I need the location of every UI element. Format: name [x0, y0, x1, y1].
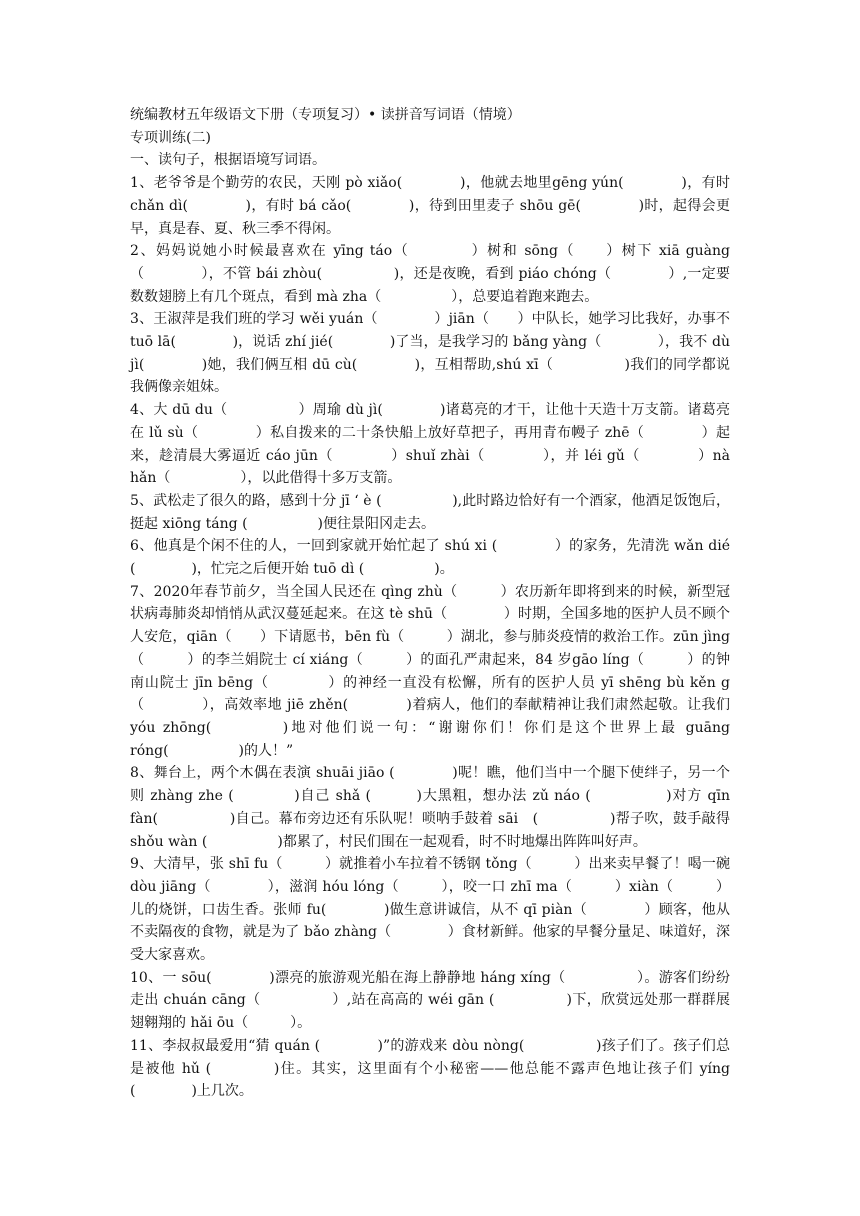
exercise-item-10: 10、一 sōu( )漂亮的旅游观光船在海上静静地 háng xíng（ ）。游客们纷纷走出 chuán cāng（ ）,站在高高的 wéi gān ( )下，欣赏远处那一群群展翅翱翔的 hǎi ōu（ ）。: [130, 969, 730, 1032]
exercise-item-6: 6、他真是个闲不住的人，一回到家就开始忙起了 shú xi ( ）的家务，先清洗 wǎn dié ( )，忙完之后便开始 tuō dì ( )。: [130, 538, 730, 578]
exercise-item-7: 7、2020年春节前夕，当全国人民还在 qìng zhù（ ）农历新年即将到来的时候，新型冠状病毒肺炎却悄悄从武汉蔓延起来。在这 tè shū（ ）时期，全国多地的医护人员不顾个人安危，qiān（ ）下请愿书，bēn fù（ ）湖北，参与肺炎疫情的救治工作。zūn jìng（ ）的李兰娟院士 cí xiáng（ ）的面孔严肃起来，84 岁gāo líng（ ）的钟南山院士 jīn bēng（ ）的神经一直没有松懈，所有的医护人员 yī shēng bù kěn g（ ），高效率地 jiē zhěn( )着病人，他们的奉献精神让我们肃然起敬。让我们 yóu zhōng( )地对他们说一句：“谢谢你们！你们是这个世界上最 guāng róng( )的人！”: [130, 583, 730, 759]
exercise-item-4: 4、大 dū du（ ）周瑜 dù jì( )诸葛亮的才干，让他十天造十万支箭。诸葛亮在 lǔ sù（ ）私自拨来的二十条快船上放好草把子，再用青布幔子 zhē（ ）起来，趁清晨大雾逼近 cáo jūn（ ）shuǐ zhài（ ），并 léi gǔ（ ）nà hǎn（ ），以此借得十多万支箭。: [130, 402, 730, 487]
worksheet-page: [130, 104, 730, 1103]
exercise-item-8: 8、舞台上，两个木偶在表演 shuāi jiāo ( )呢！瞧，他们当中一个腿下使绊子，另一个则 zhàng zhe ( )自己 shǎ ( )大黑粗，想办法 zǔ náo ( )对方 qīn fàn( )自己。幕布旁边还有乐队呢！唢呐手鼓着 sāi ( )帮子吹，鼓手敲得 shǒu wàn ( )都累了，村民们围在一起观看，时不时地爆出阵阵叫好声。: [130, 765, 730, 850]
exercise-item-1: 1、老爷爷是个勤劳的农民，天刚 pò xiǎo( )，他就去地里gēng yún( )，有时chǎn dì( )，有时 bá cǎo( )，待到田里麦子 shōu gē( )时，起得会更早，真是春、夏、秋三季不得闲。: [130, 175, 730, 237]
doc-subtitle: 专项训练(二): [130, 129, 211, 146]
exercise-item-5: 5、武松走了很久的路，感到十分 jī ‘ è ( ),此时路边恰好有一个酒家，他酒足饭饱后，挺起 xiōng táng ( )便往景阳冈走去。: [130, 492, 730, 532]
exercise-item-2: 2、妈妈说她小时候最喜欢在 yīng táo（ ）树和 sōng（ ）树下 xiā guàng（ ），不管 bái zhòu( )，还是夜晚，看到 piáo chóng（ ）,一定要数数翅膀上有几个斑点，看到 mà zha（ ），总要追着跑来跑去。: [130, 243, 730, 305]
exercise-item-11: 11、李叔叔最爱用“猜 quán ( )”的游戏来 dòu nòng( )孩子们了。孩子们总是被他 hǔ ( )住。其实，这里面有个小秘密——他总能不露声色地让孩子们 yíng ( )上几次。: [130, 1037, 730, 1100]
section-heading: 一、读句子，根据语境写词语。: [130, 152, 326, 169]
doc-title: 统编教材五年级语文下册（专项复习）• 读拼音写词语（情境）: [130, 107, 521, 123]
exercise-item-9: 9、大清早，张 shī fu（ ）就推着小车拉着不锈钢 tǒng（ ）出来卖早餐了！喝一碗 dòu jiāng（ ），滋润 hóu lóng（ ），咬一口 zhī ma（ ）xiàn（ ）儿的烧饼，口齿生香。张师 fu( )做生意讲诚信，从不 qī piàn（ ）顾客，他从不卖隔夜的食物，就是为了 bǎo zhàng（ ）食材新鲜。他家的早餐分量足、味道好，深受大家喜欢。: [130, 856, 730, 964]
exercise-item-3: 3、王淑萍是我们班的学习 wěi yuán（ ）jiān（ ）中队长，她学习比我好，办事不 tuō lā( )，说话 zhí jié( )了当，是我学习的 bǎng yàng（ ），我不 dù jì( )她，我们俩互相 dū cù( )，互相帮助,shú xī（ )我们的同学都说我俩像亲姐妹。: [130, 311, 730, 396]
